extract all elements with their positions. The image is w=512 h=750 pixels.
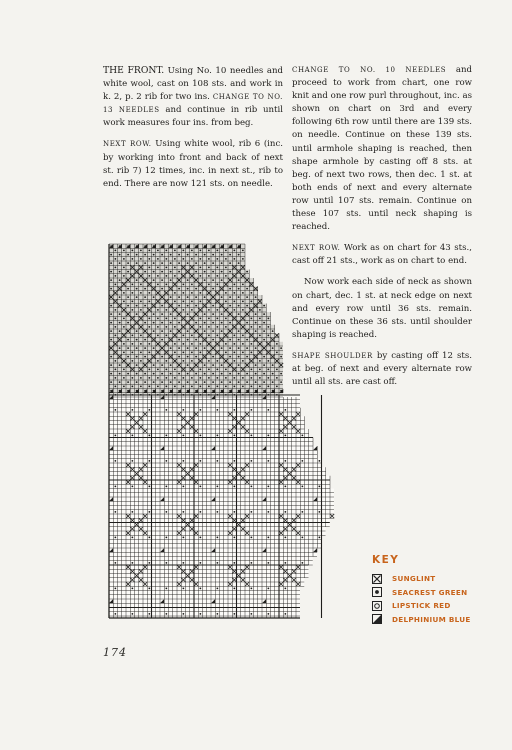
chart-row [109, 472, 326, 476]
chart-row [109, 612, 300, 616]
chart-row [109, 359, 283, 363]
paragraph-text: Work as on chart for 43 sts., cast off 21 sts., work as on chart to end. [292, 243, 472, 267]
small-caps-text: CHANGE TO NO. 13 NEEDLES [103, 93, 284, 115]
chart-row [109, 376, 283, 380]
paragraph-text: Using white wool, rib 6 (inc. by working into front and back of next st. rib 7) 12 times, inc. in next st., rib to end. There are now 121 sts. on needle. [103, 139, 283, 189]
chart-row [109, 367, 283, 371]
key-label: SUNGLINT [392, 574, 436, 584]
chart-row [109, 586, 300, 590]
crossed-box-icon [372, 574, 382, 584]
chart-row [109, 595, 300, 599]
key-title: KEY [372, 554, 400, 566]
small-caps-text: NEXT ROW. [292, 244, 341, 253]
chart-row [109, 384, 283, 388]
chart-row [109, 399, 300, 403]
chart-row [109, 603, 300, 607]
chart-row [109, 467, 326, 471]
chart-row [109, 527, 326, 531]
paragraph-text: by casting off 12 sts. at beg. of next and every alternate row until all sts. are cast off. [292, 350, 472, 388]
chart-row [109, 531, 326, 535]
key-item-lipstick-red [372, 599, 492, 613]
dot-box-icon [372, 587, 382, 597]
chart-row [109, 450, 317, 454]
section-heading: THE FRONT. [103, 65, 165, 76]
chart-row [109, 455, 317, 459]
chart-row [109, 412, 300, 416]
key-item-delphinium-blue [372, 613, 492, 627]
key-label: SEACREST GREEN [392, 587, 468, 597]
paragraph-text: Using No. 10 needles and white wool, cast on 108 sts. and work in k. 2, p. 2 rib for two ins. [103, 66, 283, 103]
chart-row [109, 404, 300, 408]
key-item-seacrest-green [372, 586, 492, 600]
key-item-sunglint [372, 572, 492, 586]
chart-key [372, 554, 492, 626]
chart-row [109, 599, 300, 603]
chart-row [109, 350, 283, 354]
ring-box-icon [372, 601, 382, 611]
chart-row [109, 342, 283, 346]
small-caps-text: NEXT ROW. [103, 140, 152, 149]
chart-row [109, 329, 275, 333]
half-triangle-box-icon [372, 614, 382, 624]
paragraph-text: Now work each side of neck as shown on chart, dec. 1 st. at neck edge on next and every row until 36 sts. remain. Continue on these 36 sts. until shoulder shaping is reached. [292, 277, 472, 340]
chart-row [109, 408, 300, 412]
key-label: DELPHINIUM BLUE [392, 614, 471, 624]
page-number: 174 [103, 646, 127, 659]
chart-row [109, 608, 300, 612]
chart-row [109, 552, 317, 556]
paragraph-text: and continue in rib until work measures four ins. from beg. [103, 105, 283, 129]
chart-row [109, 591, 300, 595]
key-label: LIPSTICK RED [392, 601, 451, 611]
chart-row [109, 287, 258, 291]
small-caps-text: CHANGE TO NO. 10 NEEDLES [292, 66, 447, 74]
paragraph-text: and proceed to work from chart, one row knit and one row purl throughout, inc. as shown on chart on 3rd and every following 6th row until there are 139 sts. on needle. Continue on these 139 sts. until armhole shaping is reached, then shape armhole by casting off 8 sts. at beg. of next two rows, then dec. 1 st. at both ends of next and every alternate row until 107 sts. remain. Continue on these 107 sts. until neck shaping is reached. [292, 65, 472, 233]
small-caps-text: SHAPE SHOULDER [292, 351, 373, 360]
